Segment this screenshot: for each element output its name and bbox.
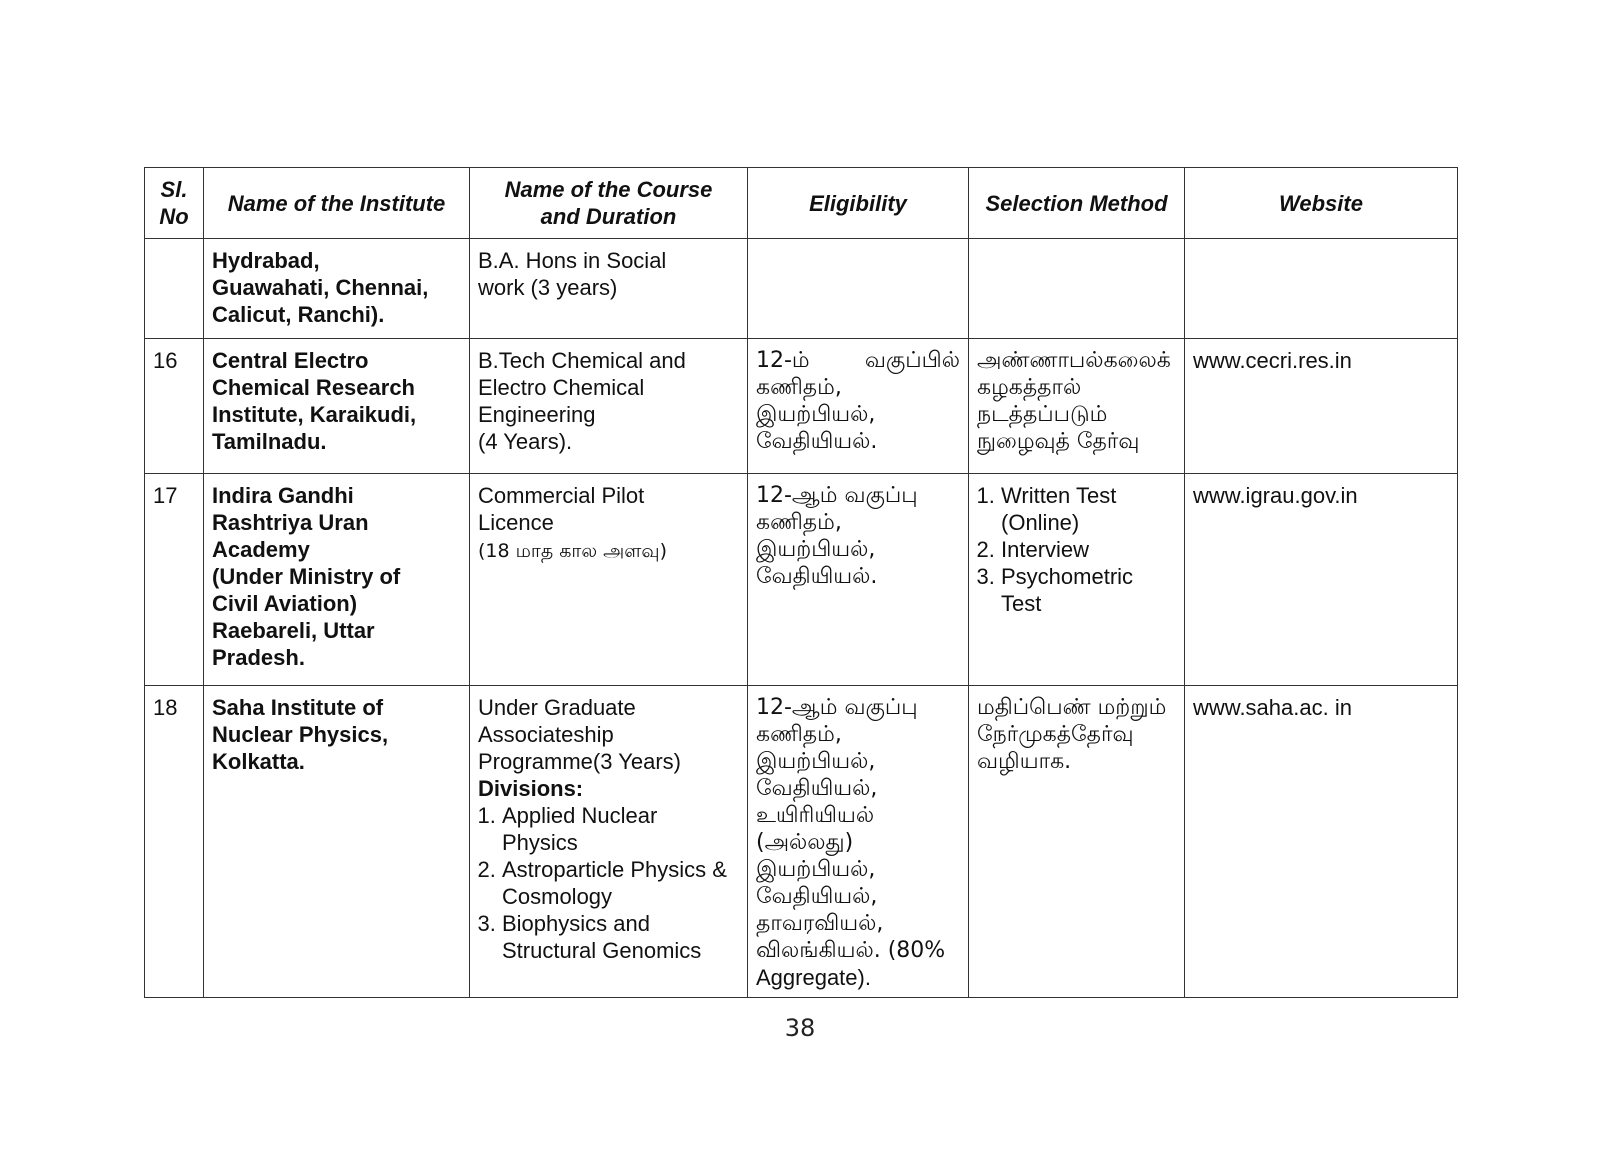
- header-selection: Selection Method: [969, 168, 1185, 239]
- eligibility-line: 12-ஆம் வகுப்பு: [756, 695, 918, 720]
- eligibility-line: வேதியியல்.: [756, 429, 878, 454]
- table-row: [145, 686, 1458, 998]
- table-header-row: [145, 168, 1458, 239]
- header-website: Website: [1185, 168, 1458, 239]
- selection-cell: [969, 339, 1185, 474]
- selection-line: வழியாக.: [977, 749, 1072, 774]
- header-eligibility: Eligibility: [748, 168, 969, 239]
- header-course: [470, 168, 748, 239]
- selection-line: கழகத்தால்: [977, 375, 1082, 400]
- institute-line: Pradesh.: [212, 645, 305, 670]
- institute-line: Indira Gandhi: [212, 483, 354, 508]
- course-cell: [470, 474, 748, 686]
- course-line: work (3 years): [478, 275, 618, 300]
- institute-line: Central Electro: [212, 348, 369, 373]
- eligibility-line: வேதியியல்.: [756, 564, 878, 589]
- course-line: Electro Chemical: [478, 375, 645, 400]
- institute-line: Nuclear Physics,: [212, 722, 389, 747]
- course-duration: (18 மாத கால அளவு): [478, 540, 668, 562]
- course-line: B.Tech Chemical and: [478, 348, 686, 373]
- institute-cell: [204, 339, 470, 474]
- header-course-line1: Name of the Course: [504, 177, 713, 202]
- division-item: 2. Astroparticle Physics & Cosmology: [502, 856, 739, 910]
- divisions-list: [478, 802, 739, 964]
- course-cell: [470, 239, 748, 339]
- eligibility-cell: [748, 339, 969, 474]
- selection-item: 1. Written Test (Online): [1001, 482, 1176, 536]
- course-line: Commercial Pilot: [478, 483, 645, 508]
- selection-line: நுழைவுத் தேர்வு: [977, 429, 1140, 454]
- institute-line: Chemical Research: [212, 375, 415, 400]
- website-cell: [1185, 239, 1458, 339]
- course-line: Associateship: [478, 722, 614, 747]
- table-row: [145, 474, 1458, 686]
- selection-list: [977, 482, 1176, 617]
- eligibility-line: கணிதம், இயற்பியல்,: [756, 375, 876, 427]
- institute-line: Civil Aviation): [212, 591, 358, 616]
- institute-line: Hydrabad,: [212, 248, 320, 273]
- selection-line: நடத்தப்படும்: [977, 402, 1108, 427]
- table-row: [145, 339, 1458, 474]
- eligibility-first-left: 12-ம்: [756, 348, 810, 373]
- eligibility-line: தாவரவியல்,: [756, 911, 884, 936]
- sl-no-cell: 16: [145, 339, 204, 474]
- institute-line: Saha Institute of: [212, 695, 384, 720]
- course-cell: [470, 339, 748, 474]
- eligibility-first-line: [756, 347, 960, 374]
- website-cell: www.igrau.gov.in: [1185, 474, 1458, 686]
- course-line: Under Graduate: [478, 695, 636, 720]
- divisions-label: Divisions:: [478, 776, 584, 801]
- course-line: B.A. Hons in Social: [478, 248, 667, 273]
- eligibility-line: வேதியியல்,: [756, 776, 878, 801]
- institute-line: Raebareli, Uttar: [212, 618, 375, 643]
- institute-line: Institute, Karaikudi,: [212, 402, 417, 427]
- selection-item: 3. Psychometric Test: [1001, 563, 1176, 617]
- selection-cell: [969, 686, 1185, 998]
- header-sl-no: [145, 168, 204, 239]
- eligibility-line: உயிரியியல் (அல்லது): [756, 803, 875, 855]
- selection-line: நேர்முகத்தேர்வு: [977, 722, 1134, 747]
- eligibility-line: கணிதம், இயற்பியல்,: [756, 510, 876, 562]
- course-line: Programme(3 Years): [478, 749, 681, 774]
- eligibility-line: வேதியியல்,: [756, 884, 878, 909]
- division-item: 1. Applied Nuclear Physics: [502, 802, 739, 856]
- website-cell: www.saha.ac. in: [1185, 686, 1458, 998]
- eligibility-line: கணிதம், இயற்பியல்,: [756, 722, 876, 774]
- eligibility-line: 12-ஆம் வகுப்பு: [756, 483, 918, 508]
- eligibility-last-line: Aggregate).: [756, 965, 871, 990]
- course-line: Engineering: [478, 402, 596, 427]
- header-course-line2: and Duration: [540, 204, 677, 229]
- division-item: 3. Biophysics and Structural Genomics: [502, 910, 739, 964]
- header-institute: Name of the Institute: [204, 168, 470, 239]
- institute-line: Academy: [212, 537, 310, 562]
- institute-line: Kolkatta.: [212, 749, 305, 774]
- eligibility-line: இயற்பியல்,: [756, 857, 876, 882]
- eligibility-cell: [748, 474, 969, 686]
- course-cell: [470, 686, 748, 998]
- course-line: (4 Years).: [478, 429, 573, 454]
- selection-cell: [969, 239, 1185, 339]
- selection-line: அண்ணாபல்கலைக்: [977, 348, 1171, 373]
- institute-line: (Under Ministry of: [212, 564, 401, 589]
- institutes-table: [144, 167, 1458, 998]
- eligibility-line: விலங்கியல். (80%: [756, 938, 946, 963]
- eligibility-cell: [748, 239, 969, 339]
- institute-line: Tamilnadu.: [212, 429, 327, 454]
- institute-cell: [204, 686, 470, 998]
- selection-line: மதிப்பெண் மற்றும்: [977, 695, 1167, 720]
- institute-line: Rashtriya Uran: [212, 510, 369, 535]
- selection-cell: [969, 474, 1185, 686]
- page-number: 38: [784, 1014, 816, 1042]
- course-line: Licence: [478, 510, 554, 535]
- sl-no-cell: 18: [145, 686, 204, 998]
- institute-cell: [204, 474, 470, 686]
- sl-no-cell: [145, 239, 204, 339]
- eligibility-cell: [748, 686, 969, 998]
- header-sl-no-line2: No: [159, 204, 189, 229]
- eligibility-first-right: வகுப்பில்: [864, 348, 960, 373]
- selection-item: 2. Interview: [1001, 536, 1176, 563]
- website-cell: www.cecri.res.in: [1185, 339, 1458, 474]
- institute-cell: [204, 239, 470, 339]
- institute-line: Calicut, Ranchi).: [212, 302, 385, 327]
- header-sl-no-line1: Sl.: [160, 177, 188, 202]
- table-row: [145, 239, 1458, 339]
- institute-line: Guawahati, Chennai,: [212, 275, 429, 300]
- sl-no-cell: 17: [145, 474, 204, 686]
